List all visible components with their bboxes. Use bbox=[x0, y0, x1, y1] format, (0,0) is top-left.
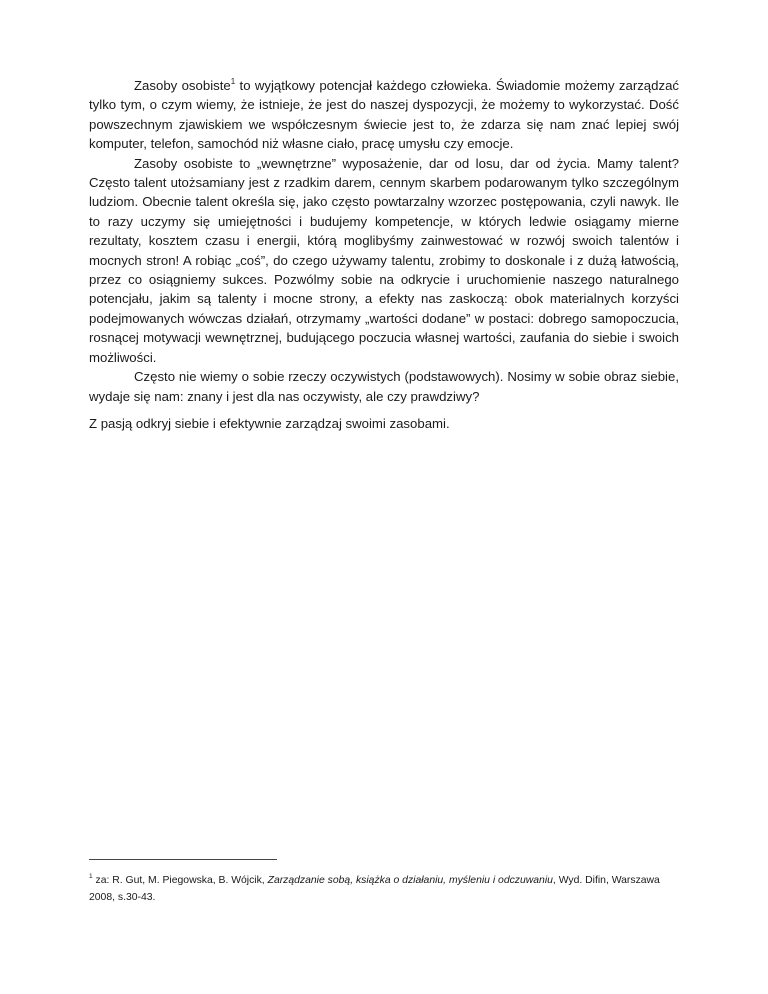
footnote-separator bbox=[89, 859, 277, 860]
paragraph-opening-text: Zasoby osobiste bbox=[134, 78, 231, 93]
footnote bbox=[89, 873, 679, 906]
footnote-reference: 1 bbox=[230, 77, 236, 86]
footnote-publisher: , Wyd. Difin, Warszawa 2008, s.30-43. bbox=[89, 875, 660, 903]
paragraph-personal-resources bbox=[89, 76, 679, 154]
footnote-marker: 1 bbox=[89, 873, 93, 880]
footnote-authors: za: R. Gut, M. Piegowska, B. Wójcik, bbox=[92, 875, 268, 886]
document-body bbox=[89, 76, 679, 433]
paragraph-self-image: Często nie wiemy o sobie rzeczy oczywistych (podstawowych). Nosimy w sobie obraz siebie, wydaje się nam: znany i jest dla nas oczywisty, ale czy prawdziwy? bbox=[89, 369, 679, 404]
paragraph-talent: Zasoby osobiste to „wewnętrzne” wyposażenie, dar od losu, dar od życia. Mamy talent? Często talent utożsamiany jest z rzadkim darem, cennym skarbem podarowanym tylko szczególnym ludziom. Obecnie talent określa się, jako często powtarzalny wzorzec postępowania, czyli nawyk. Ile to razy uczymy się umiejętności i budujemy kompetencje, w których ledwie osiągamy mierne rezultaty, kosztem czasu i energii, którą moglibyśmy zainwestować w rozwój swoich talentów i mocnych stron! A robiąc „coś”, do czego używamy talentu, zrobimy to doskonale i z dużą łatwością, przez co osiągniemy sukces. Pozwólmy sobie na odkrycie i uruchomienie naszego naturalnego potencjału, jakim są talenty i mocne strony, a efekty nas zaskoczą: obok materialnych korzyści podejmowanych wówczas działań, otrzymamy „wartości dodane” w postaci: dobrego samopoczucia, rosnącej motywacji wewnętrznej, budującego poczucia własnej wartości, zaufania do siebie i swoich możliwości. bbox=[89, 155, 679, 365]
closing-sentence: Z pasją odkryj siebie i efektywnie zarządzaj swoimi zasobami. bbox=[89, 415, 450, 431]
footnote-book-title: Zarządzanie sobą, książka o działaniu, myśleniu i odczuwaniu bbox=[267, 875, 553, 886]
paragraph-continuation-text: to wyjątkowy potencjał każdego człowieka. Świadomie możemy zarządzać tylko tym, o czym wiemy, że istnieje, że jest do naszej dyspozycji, że możemy to wykorzystać. Dość powszechnym zjawiskiem we współczesnym świecie jest to, że zdarza się nam znać lepiej swój komputer, telefon, samochód niż własne ciało, pracę umysłu czy emocje. bbox=[89, 78, 679, 152]
